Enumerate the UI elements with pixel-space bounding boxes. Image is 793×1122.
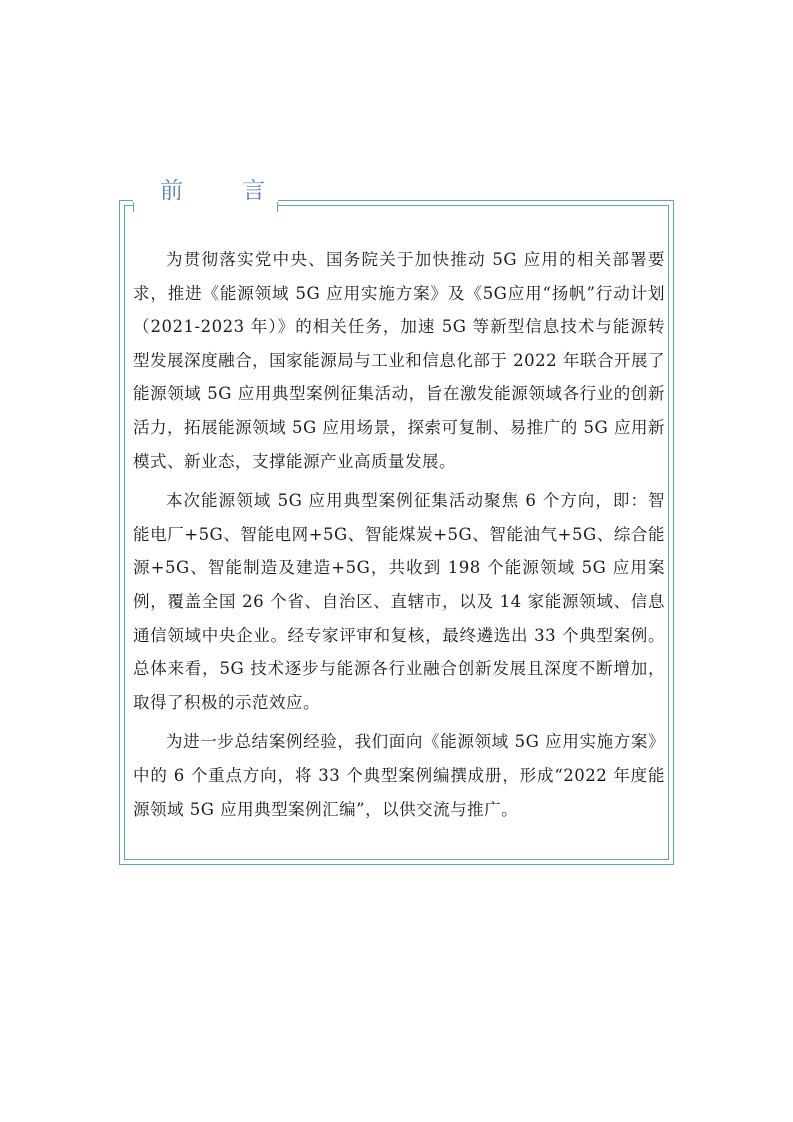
paragraph-3: 为进一步总结案例经验，我们面向《能源领域 5G 应用实施方案》中的 6 个重点方向，将 33 个典型案例编撰成册，形成“2022 年度能源领域 5G 应用典型案例汇编”，以供交流与推广。: [133, 732, 665, 819]
paragraph-2: 本次能源领域 5G 应用典型案例征集活动聚焦 6 个方向，即：智能电厂+5G、智能电网+5G、智能煤炭+5G、智能油气+5G、综合能源+5G、智能制造及建造+5G，共收到 198 个能源领域 5G 应用案例，覆盖全国 26 个省、自治区、直辖市，以及 14 家能源领域、信息通信领域中央企业。经专家评审和复核，最终遴选出 33 个典型案例。总体来看，5G 技术逐步与能源各行业融合创新发展且深度不断增加，取得了积极的示范效应。: [133, 491, 665, 712]
paragraph-1: 为贯彻落实党中央、国务院关于加快推动 5G 应用的相关部署要求，推进《能源领域 5G 应用实施方案》及《5G应用“扬帆”行动计划（2021-2023 年）》的相关任务，加速 5G 等新型信息技术与能源转型发展深度融合，国家能源局与工业和信息化部于 2022 年联合开展了能源领域 5G 应用典型案例征集活动，旨在激发能源领域各行业的创新活力，拓展能源领域 5G 应用场景，探索可复制、易推广的 5G 应用新模式、新业态，支撑能源产业高质量发展。: [133, 250, 665, 471]
preface-body: [133, 243, 665, 826]
heading-left-tick: [133, 202, 134, 212]
page-title: 前 言: [160, 178, 292, 204]
